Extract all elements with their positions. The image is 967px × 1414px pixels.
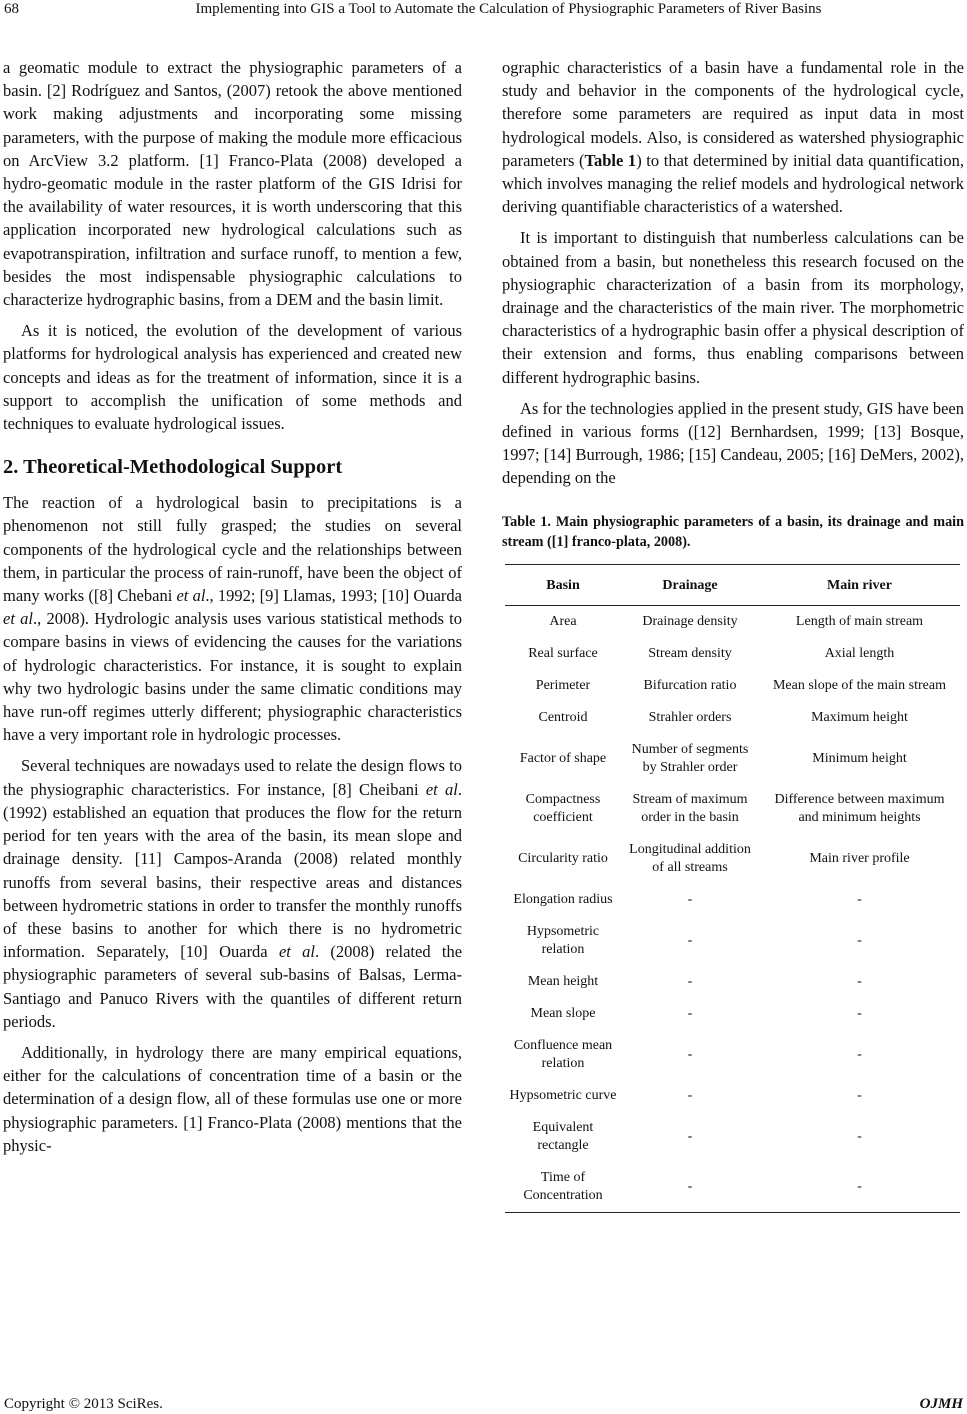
running-title: Implementing into GIS a Tool to Automate the Calculation of Physiographic Parameters of River Basins (195, 1, 822, 17)
table-cell: Longitudinal addition of all streams (629, 841, 751, 875)
table-cell: - (687, 1005, 693, 1021)
physiographic-parameters-table (505, 564, 960, 1213)
page-number: 68 (4, 1, 19, 17)
table-cell: Stream of maximum order in the basin (632, 791, 748, 825)
table-cell: - (687, 1046, 693, 1062)
table-cell: Mean height (527, 973, 599, 989)
table-cell: - (687, 932, 693, 948)
table-cell: Equivalent rectangle (532, 1119, 594, 1153)
table-cell: - (857, 973, 862, 989)
italic-et-al: et al (176, 586, 206, 606)
table-cell: - (621, 1162, 759, 1213)
table-row (505, 638, 960, 670)
paragraph: As it is noticed, the evolution of the development of various platforms for hydrological analysis has experienced and created new concepts and ideas as for the treatment of information, since it is a support to accomplish the unification of some methods and techniques to evaluate hydrological issues. (3, 321, 462, 434)
table-row (505, 834, 960, 884)
page-header (0, 0, 967, 22)
italic-et-al: et al (278, 942, 315, 962)
table-cell: Stream density (648, 645, 732, 661)
italic-et-al: et al (3, 609, 33, 629)
table-cell: Drainage density (642, 613, 738, 629)
table-cell: Circularity ratio (518, 850, 608, 866)
table-cell: Bifurcation ratio (643, 677, 737, 693)
table-caption: Table 1. Main physiographic parameters of a basin, its drainage and main stream ([1] franco-plata, 2008). (502, 513, 964, 550)
table-cell: Axial length (824, 645, 895, 661)
table-row (505, 1080, 960, 1112)
section-heading: 2. Theoretical-Methodological Support (3, 456, 343, 479)
table-row (505, 1162, 960, 1213)
paragraph: It is important to distinguish that numberless calculations can be obtained from a basin, but nonetheless this research focused on the physiographic characterization of a basin from its morphology, drainage and the characteristics of the main river. The morphometric characteristics of a hydrographic basin offer a physical description of their extension and forms, thus enabling comparisons between different hydrographic basins. (502, 228, 964, 387)
table-cell: - (759, 1162, 960, 1213)
table-cell: Main river profile (809, 850, 910, 866)
table-cell: Real surface (528, 645, 598, 661)
table-cell: - (687, 1128, 693, 1144)
table-cell: Minimum height (812, 750, 907, 766)
paragraph: As for the technologies applied in the present study, GIS have been defined in various forms ([12] Bernhardsen, 1999; [13] Bosque, 1997; [14] Burrough, 1986; [15] Candeau, 2005; [16] DeMers, 2002), depending on the (502, 398, 964, 488)
copyright-notice: Copyright © 2013 SciRes. (4, 1396, 163, 1412)
table-cell: - (857, 891, 862, 907)
italic-et-al: et al (425, 779, 458, 799)
table-reference: Table 1 (584, 150, 637, 170)
table-row (505, 702, 960, 734)
table-cell: - (687, 891, 693, 907)
table-row (505, 966, 960, 998)
table-cell: Hypsometric curve (509, 1087, 617, 1103)
table-cell: Hypsometric relation (526, 923, 600, 957)
paragraph: a geomatic module to extract the physiographic parameters of a basin. [2] Rodríguez and Santos, (2007) retook the above mentioned work making adjustments and incorporating some missing parameters, with the purpose of making the module more efficacious on ArcView 3.2 platform. [1] Franco-Plata (2008) developed a hydro-geomatic module in the raster platform of the GIS Idrisi for the availability of water resources, it is worth underscoring that this application incorporated new hydrological calculations such as evapotranspiration, infiltration and surface runoff, to mention a few, besides the most indispensable physiographic calculations to characterize hydrographic basins, from a DEM and the basin limit. (3, 58, 462, 310)
table-row (505, 605, 960, 638)
left-column (3, 56, 462, 1165)
table-header-row (505, 564, 960, 605)
table-cell: Perimeter (535, 677, 591, 693)
paragraph: ographic characteristics of a basin have a fundamental role in the study and behavior in the components of the hydrological cycle, therefore some parameters are required as input data in most hydrological models. Also, is considered as watershed physiographic parameters (Table 1) to that determined by initial data quantification, which involves managing the relief models and hydrological network deriving quantifiable characteristics of a watershed. (502, 58, 965, 217)
table-cell: Mean slope (530, 1005, 596, 1021)
table-cell: Difference between maximum and minimum heights (774, 791, 945, 825)
table-cell: Length of main stream (795, 613, 924, 629)
table-cell: Area (549, 613, 577, 629)
right-column (502, 56, 964, 1213)
table-cell: - (857, 1046, 862, 1062)
table-row (505, 670, 960, 702)
table-cell: - (857, 1128, 862, 1144)
column-header: Drainage (621, 564, 759, 605)
column-header: Main river (759, 564, 960, 605)
table-cell: Strahler orders (648, 709, 732, 725)
table-cell: Maximum height (811, 709, 908, 725)
table-row (505, 1030, 960, 1080)
table-row (505, 1112, 960, 1162)
table-cell: - (857, 1005, 862, 1021)
table-cell: Compactness coefficient (525, 791, 601, 825)
column-header: Basin (505, 564, 621, 605)
table-cell: - (687, 1087, 693, 1103)
table-cell: Mean slope of the main stream (772, 677, 946, 693)
table-cell: Factor of shape (519, 750, 607, 766)
paragraph: Additionally, in hydrology there are many empirical equations, either for the calculations of concentration time of a basin or the determination of a design flow, all of these formulas use one or more physiographic parameters. [1] Franco-Plata (2008) mentions that the physic- (3, 1042, 462, 1155)
table-cell: - (857, 932, 862, 948)
table-cell: Number of segments by Strahler order (631, 741, 749, 775)
paragraph: The reaction of a hydrological basin to precipitations is a phenomenon not still fully grasped; the studies on several components of the hydrological cycle and the relationships between them, in particular the process of rain-runoff, have been the object of many works ([8] Chebani et al., 1992; [9] Llamas, 1993; [10] Ouarda et al., 2008). Hydrologic analysis uses various statistical methods to compare basins in views of evidencing the causes for the variations of hydrologic characteristics. For instance, it is sought to explain why two hydrologic basins under the same climatic conditions may have run-off regimes utterly different; physiographic characteristics have a very important role in hydrologic processes. (3, 493, 462, 745)
table-row (505, 916, 960, 966)
table-cell: - (687, 973, 693, 989)
table-cell: - (857, 1087, 862, 1103)
table-cell: Elongation radius (513, 891, 613, 907)
table-row (505, 784, 960, 834)
table-row (505, 734, 960, 784)
table-body (505, 605, 960, 1212)
table-row (505, 884, 960, 916)
table-row (505, 998, 960, 1030)
journal-abbreviation: OJMH (919, 1396, 963, 1412)
table-cell: Centroid (538, 709, 588, 725)
paragraph: Several techniques are nowadays used to relate the design flows to the physiographic characteristics. For instance, [8] Cheibani et al. (1992) established an equation that produces the flow for the return period for ten years with the area of the basin, its mean slope and drainage density. [11] Campos-Aranda (2008) related monthly runoffs from several basins, their respective areas and distances between hydrometric stations in order to transfer the monthly runoffs of these basins to another for which there is no hydrometric information. Separately, [10] Ouarda et al. (2008) related the physiographic parameters of several sub-basins of Balsas, Lerma-Santiago and Panuco Rivers with the quantiles of different return periods. (3, 756, 463, 1031)
table-cell: Time of Concentration (505, 1162, 621, 1213)
table-cell: Confluence mean relation (513, 1037, 613, 1071)
